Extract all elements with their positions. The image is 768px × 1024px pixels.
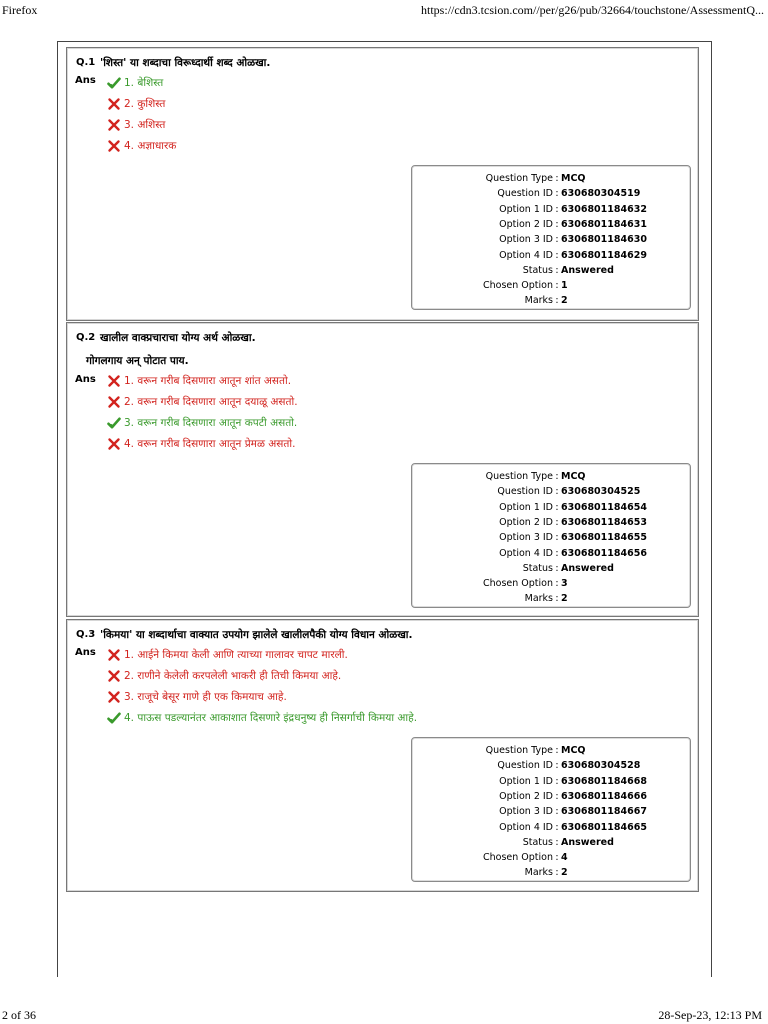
detail-key: Chosen Option — [482, 578, 553, 590]
detail-value: 6306801184654 — [561, 501, 647, 513]
detail-key: Question Type — [485, 471, 553, 482]
detail-row-chosen-option — [412, 576, 690, 591]
page-counter: 2 of 36 — [2, 1008, 36, 1022]
detail-value: Answered — [561, 264, 614, 276]
detail-row-option3-id — [412, 530, 690, 545]
detail-row-marks — [412, 591, 690, 606]
cross-icon — [107, 690, 121, 704]
detail-value: Answered — [561, 836, 614, 848]
detail-key: Marks — [524, 295, 553, 307]
detail-colon: : — [555, 852, 559, 864]
cross-icon — [107, 118, 121, 132]
detail-value: 2 — [561, 867, 568, 879]
detail-value: 630680304519 — [561, 188, 641, 200]
detail-key: Option 3 ID — [499, 532, 553, 544]
option-label: 2. कुशिस्त — [124, 98, 166, 110]
detail-key: Option 1 ID — [499, 501, 553, 513]
detail-colon: : — [555, 745, 559, 756]
detail-row-status — [412, 561, 690, 576]
answer-option-4 — [107, 436, 295, 452]
detail-value: MCQ — [561, 745, 586, 756]
answer-label: Ans — [75, 75, 96, 86]
detail-value: 4 — [561, 852, 568, 864]
detail-value: 3 — [561, 578, 568, 590]
print-timestamp: 28-Sep-23, 12:13 PM — [658, 1008, 762, 1022]
detail-colon: : — [555, 516, 559, 528]
answer-option-4 — [107, 710, 417, 726]
detail-colon: : — [555, 532, 559, 544]
detail-row-option1-id — [412, 774, 690, 789]
check-icon — [107, 711, 121, 725]
answer-option-3 — [107, 689, 287, 705]
answer-option-2 — [107, 668, 341, 684]
detail-colon: : — [555, 218, 559, 230]
detail-value: 6306801184667 — [561, 806, 647, 818]
detail-key: Option 2 ID — [499, 516, 553, 528]
detail-key: Marks — [524, 867, 553, 879]
detail-colon: : — [555, 562, 559, 574]
detail-colon: : — [555, 867, 559, 879]
cross-icon — [107, 395, 121, 409]
page-url[interactable]: https://cdn3.tcsion.com//per/g26/pub/32664/touchstone/AssessmentQ... — [421, 3, 764, 17]
question-card — [66, 619, 699, 892]
detail-colon: : — [555, 821, 559, 833]
cross-icon — [107, 139, 121, 153]
detail-row-status — [412, 263, 690, 278]
detail-key: Option 3 ID — [499, 234, 553, 246]
option-label: 1. आईने किमया केली आणि त्याच्या गालावर चापट मारली. — [124, 649, 348, 661]
option-label: 3. राजूचे बेसूर गाणे ही एक किमयाच आहे. — [124, 691, 287, 703]
detail-key: Option 1 ID — [499, 203, 553, 215]
detail-value: 6306801184655 — [561, 532, 647, 544]
answer-option-2 — [107, 394, 298, 410]
question-text: खालील वाक्प्रचाराचा योग्य अर्थ ओळखा. — [100, 332, 256, 344]
option-label: 1. वरून गरीब दिसणारा आतून शांत असतो. — [124, 375, 292, 387]
option-label: 3. वरून गरीब दिसणारा आतून कपटी असतो. — [124, 417, 298, 429]
detail-row-option1-id — [412, 500, 690, 515]
answer-option-1 — [107, 373, 291, 389]
detail-value: 1 — [561, 280, 568, 292]
detail-colon: : — [555, 280, 559, 292]
detail-row-question-type — [412, 743, 690, 758]
answer-option-2 — [107, 96, 165, 112]
detail-value: 6306801184666 — [561, 790, 647, 802]
detail-row-option4-id — [412, 546, 690, 561]
question-subtext: गोगलगाय अन् पोटात पाय. — [86, 355, 189, 367]
detail-colon: : — [555, 188, 559, 200]
detail-colon: : — [555, 203, 559, 215]
answer-option-1 — [107, 647, 348, 663]
cross-icon — [107, 374, 121, 388]
option-label: 4. अज्ञाधारक — [124, 140, 177, 152]
answer-label: Ans — [75, 647, 96, 658]
detail-row-status — [412, 835, 690, 850]
cross-icon — [107, 669, 121, 683]
cross-icon — [107, 437, 121, 451]
cross-icon — [107, 97, 121, 111]
detail-colon: : — [555, 264, 559, 276]
detail-key: Status — [522, 562, 553, 574]
detail-row-marks — [412, 865, 690, 880]
detail-value: Answered — [561, 562, 614, 574]
detail-colon: : — [555, 173, 559, 184]
answer-label: Ans — [75, 374, 96, 385]
detail-value: 6306801184632 — [561, 203, 647, 215]
question-details-panel — [411, 737, 691, 882]
cross-icon — [107, 648, 121, 662]
detail-colon: : — [555, 578, 559, 590]
question-details-panel — [411, 165, 691, 310]
detail-key: Option 4 ID — [499, 821, 553, 833]
detail-key: Question Type — [485, 173, 553, 184]
option-label: 2. वरून गरीब दिसणारा आतून दयाळू असतो. — [124, 396, 298, 408]
detail-key: Option 4 ID — [499, 547, 553, 559]
answer-option-3 — [107, 117, 165, 133]
detail-colon: : — [555, 471, 559, 482]
detail-key: Option 2 ID — [499, 790, 553, 802]
detail-key: Option 1 ID — [499, 775, 553, 787]
check-icon — [107, 76, 121, 90]
detail-row-option2-id — [412, 789, 690, 804]
check-icon — [107, 416, 121, 430]
option-label: 4. वरून गरीब दिसणारा आतून प्रेमळ असतो. — [124, 438, 296, 450]
detail-value: 6306801184630 — [561, 234, 647, 246]
detail-colon: : — [555, 836, 559, 848]
detail-colon: : — [555, 501, 559, 513]
detail-key: Status — [522, 264, 553, 276]
detail-row-question-id — [412, 186, 690, 201]
question-text: 'शिस्त' या शब्दाचा विरूध्दार्थी शब्द ओळखा. — [100, 57, 271, 69]
detail-key: Question ID — [497, 486, 553, 498]
detail-row-option1-id — [412, 202, 690, 217]
browser-app-name: Firefox — [2, 3, 38, 17]
detail-colon: : — [555, 547, 559, 559]
detail-colon: : — [555, 775, 559, 787]
detail-key: Option 2 ID — [499, 218, 553, 230]
answer-option-1 — [107, 75, 163, 91]
detail-colon: : — [555, 806, 559, 818]
detail-value: 630680304528 — [561, 760, 641, 772]
option-label: 3. अशिस्त — [124, 119, 166, 131]
detail-row-question-id — [412, 758, 690, 773]
detail-value: MCQ — [561, 471, 586, 482]
question-card — [66, 47, 699, 321]
detail-key: Chosen Option — [482, 852, 553, 864]
question-number: Q.2 — [76, 332, 96, 343]
question-number: Q.1 — [76, 57, 96, 68]
detail-row-option2-id — [412, 217, 690, 232]
detail-row-chosen-option — [412, 850, 690, 865]
detail-key: Marks — [524, 593, 553, 605]
option-label: 4. पाऊस पडल्यानंतर आकाशात दिसणारे इंद्रधनुष्य ही निसर्गाची किमया आहे. — [124, 712, 418, 724]
detail-row-option3-id — [412, 232, 690, 247]
detail-colon: : — [555, 790, 559, 802]
detail-value: 2 — [561, 295, 568, 307]
detail-value: 2 — [561, 593, 568, 605]
question-details-panel — [411, 463, 691, 608]
option-label: 1. बेशिस्त — [124, 77, 164, 89]
detail-row-question-type — [412, 171, 690, 186]
detail-colon: : — [555, 295, 559, 307]
detail-key: Question ID — [497, 188, 553, 200]
detail-colon: : — [555, 760, 559, 772]
detail-colon: : — [555, 234, 559, 246]
answer-option-3 — [107, 415, 297, 431]
detail-row-option2-id — [412, 515, 690, 530]
detail-value: 6306801184653 — [561, 516, 647, 528]
detail-row-marks — [412, 293, 690, 308]
option-label: 2. राणीने केलेली करपलेली भाकरी ही तिची किमया आहे. — [124, 670, 342, 682]
detail-colon: : — [555, 249, 559, 261]
detail-value: 6306801184656 — [561, 547, 647, 559]
detail-value: 6306801184631 — [561, 218, 647, 230]
question-text: 'किमया' या शब्दार्थाचा वाक्यात उपयोग झालेले खालीलपैकी योग्य विधान ओळखा. — [100, 629, 413, 641]
detail-key: Question Type — [485, 745, 553, 756]
detail-colon: : — [555, 593, 559, 605]
detail-key: Option 4 ID — [499, 249, 553, 261]
detail-row-question-id — [412, 484, 690, 499]
detail-value: 6306801184629 — [561, 249, 647, 261]
detail-value: MCQ — [561, 173, 586, 184]
detail-row-option4-id — [412, 248, 690, 263]
detail-colon: : — [555, 486, 559, 498]
detail-key: Question ID — [497, 760, 553, 772]
detail-row-question-type — [412, 469, 690, 484]
detail-row-option3-id — [412, 804, 690, 819]
detail-value: 6306801184665 — [561, 821, 647, 833]
detail-value: 6306801184668 — [561, 775, 647, 787]
detail-row-chosen-option — [412, 278, 690, 293]
answer-option-4 — [107, 138, 176, 154]
detail-value: 630680304525 — [561, 486, 641, 498]
detail-key: Chosen Option — [482, 280, 553, 292]
detail-row-option4-id — [412, 820, 690, 835]
detail-key: Status — [522, 836, 553, 848]
detail-key: Option 3 ID — [499, 806, 553, 818]
question-card — [66, 322, 699, 617]
question-number: Q.3 — [76, 629, 96, 640]
